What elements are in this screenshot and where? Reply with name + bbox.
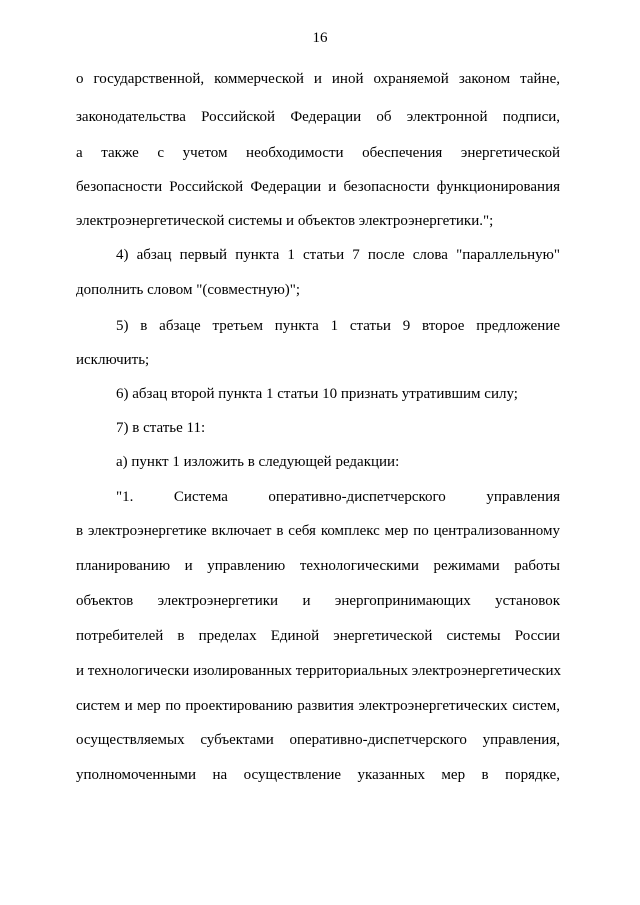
text-line: 6) абзац второй пункта 1 статьи 10 признать утратившим силу; — [116, 386, 518, 402]
text-line: уполномоченными на осуществление указанных мер в порядке, — [76, 767, 560, 783]
text-line: дополнить словом "(совместную)"; — [76, 282, 301, 298]
text-line: и технологически изолированных территориальных электроэнергетических — [76, 663, 561, 679]
text-line: объектов электроэнергетики и энергопринимающих установок — [76, 593, 560, 609]
text-line: планированию и управлению технологическими режимами работы — [76, 558, 560, 574]
text-line: в электроэнергетике включает в себя комплекс мер по централизованному — [76, 523, 560, 539]
text-line: о государственной, коммерческой и иной охраняемой законом тайне, — [76, 71, 560, 87]
text-line: 7) в статье 11: — [116, 420, 206, 436]
text-line: исключить; — [76, 352, 150, 368]
text-line: 5) в абзаце третьем пункта 1 статьи 9 второе предложение — [116, 318, 560, 334]
text-line: а) пункт 1 изложить в следующей редакции: — [116, 454, 400, 470]
text-line: осуществляемых субъектами оперативно-диспетчерского управления, — [76, 732, 560, 748]
text-line: электроэнергетической системы и объектов электроэнергетики."; — [76, 213, 494, 229]
text-line: потребителей в пределах Единой энергетической системы России — [76, 628, 560, 644]
text-line: безопасности Российской Федерации и безопасности функционирования — [76, 179, 560, 195]
text-line: 4) абзац первый пункта 1 статьи 7 после слова "параллельную" — [116, 247, 560, 263]
text-line: "1. Система оперативно-диспетчерского управления — [116, 489, 560, 505]
text-line: а также с учетом необходимости обеспечения энергетической — [76, 145, 560, 161]
text-line: систем и мер по проектированию развития электроэнергетических систем, — [76, 698, 560, 714]
page-number: 16 — [312, 30, 328, 46]
text-line: законодательства Российской Федерации об электронной подписи, — [76, 109, 560, 125]
